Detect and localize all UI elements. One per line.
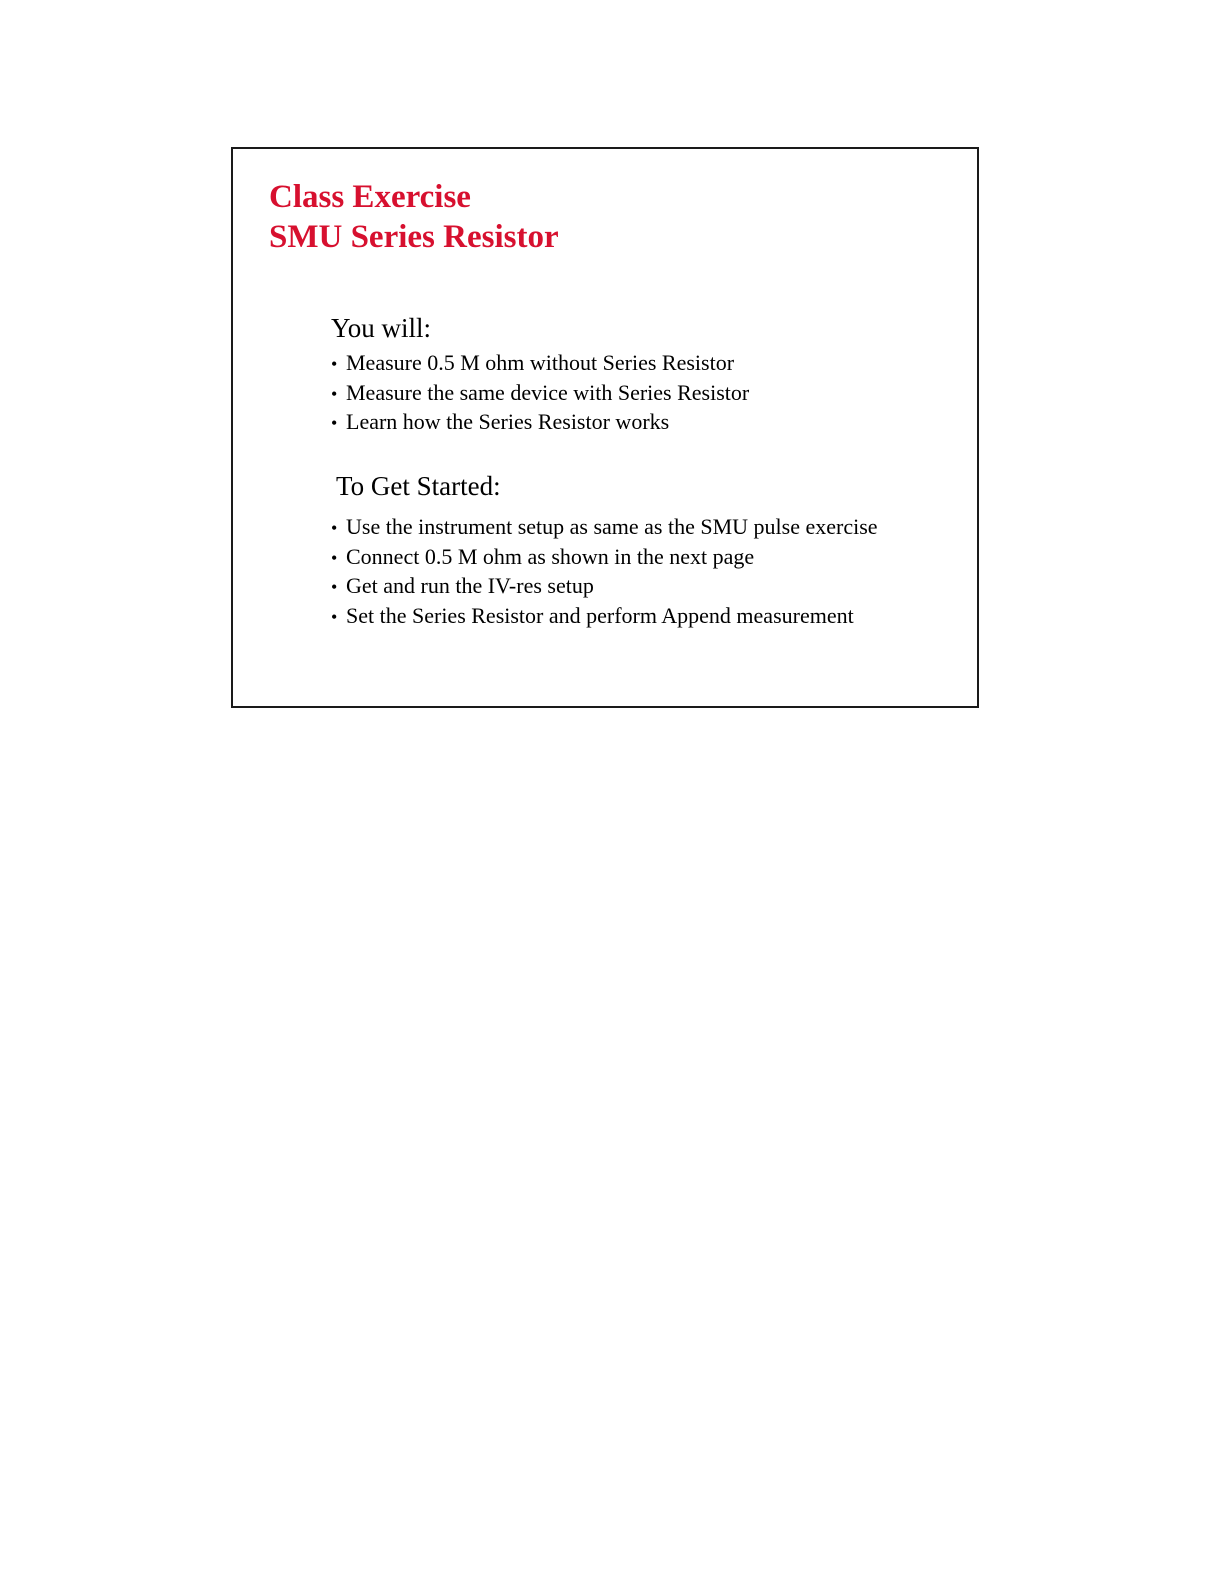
list-item xyxy=(331,349,749,379)
list-item-text: Learn how the Series Resistor works xyxy=(346,409,670,434)
section-heading: To Get Started: xyxy=(336,471,501,501)
bullet-icon: • xyxy=(331,413,338,433)
list-item xyxy=(331,602,878,632)
slide-title xyxy=(269,177,559,257)
section-heading: You will: xyxy=(331,313,432,343)
bullet-icon: • xyxy=(331,518,338,538)
list-item xyxy=(331,513,878,543)
list-item-text: Set the Series Resistor and perform Append measurement xyxy=(346,602,854,628)
list-item xyxy=(331,572,878,602)
list-item xyxy=(331,408,749,438)
list-item-text: Use the instrument setup as same as the SMU pulse exercise xyxy=(346,514,878,539)
slide-frame xyxy=(231,147,979,708)
bullet-icon: • xyxy=(331,577,338,597)
title-line-1: Class Exercise xyxy=(269,179,471,215)
list-item-text: Measure 0.5 M ohm without Series Resistor xyxy=(346,350,735,375)
list-item-text: Measure the same device with Series Resistor xyxy=(346,379,750,405)
list-item-text: Get and run the IV-res setup xyxy=(346,573,594,598)
title-line-2: SMU Series Resistor xyxy=(269,219,559,255)
bullet-icon: • xyxy=(331,547,338,568)
bullet-list xyxy=(331,513,878,631)
bullet-icon: • xyxy=(331,606,338,627)
section-you-will xyxy=(331,311,749,438)
list-item xyxy=(331,379,749,409)
list-item xyxy=(331,543,878,573)
bullet-icon: • xyxy=(331,354,338,374)
bullet-icon: • xyxy=(331,383,338,404)
section-get-started xyxy=(331,469,878,631)
list-item-text: Connect 0.5 M ohm as shown in the next page xyxy=(346,543,755,569)
bullet-list xyxy=(331,349,749,438)
